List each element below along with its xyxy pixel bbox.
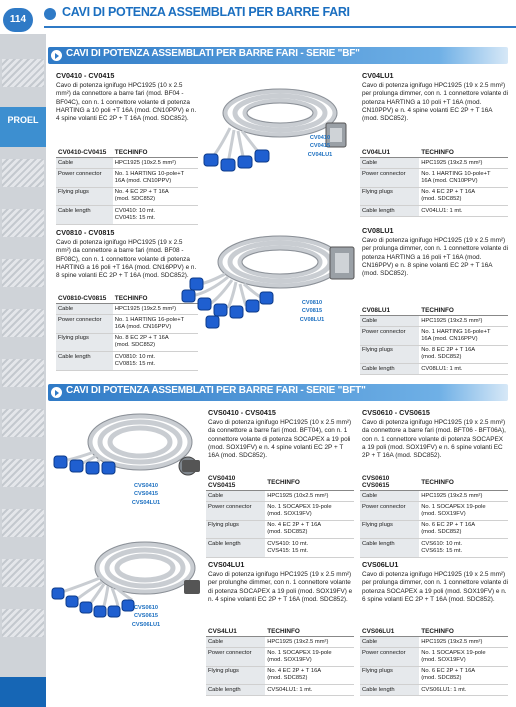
play-arrow-icon — [51, 50, 62, 61]
table-title: CV08LU1 — [360, 306, 419, 316]
section-bar-bft — [48, 384, 508, 401]
row-value: No. 1 SOCAPEX 19-pole (mod. SOX19FV) — [419, 648, 508, 666]
row-value: CVS06LU1: 1 mt. — [419, 685, 508, 696]
product-code: CVS06LU1 — [362, 560, 399, 569]
row-label: Cable — [56, 158, 113, 169]
row-value: HPC1925 (19x2.5 mm²) — [419, 491, 508, 502]
caption-line: CV0410 — [309, 135, 331, 141]
product-code: CVS0610 - CVS0615 — [362, 408, 430, 417]
strip-footer — [0, 677, 46, 707]
table-header: TECHINFO — [113, 294, 198, 304]
strip-tile — [2, 159, 44, 187]
product-description: Cavo di potenza ignifugo HPC1925 (19 x 2.5 mm²) da connettore a barre fari (mod. BF08 - BF08C), con n. 1 connettore volante di potenza HARTING a 16 poli +T 16A (mod. CN16PPV) e n. 8 spine volanti EC 2P + T 16A (mod. SDC852). — [56, 239, 197, 280]
image-caption — [126, 482, 166, 507]
row-value: No. 6 EC 2P + T 16A (mod. SDC852) — [419, 520, 508, 538]
row-label: Power connector — [360, 502, 419, 520]
row-value: CV0410: 10 mt. CV0415: 15 mt. — [113, 206, 198, 224]
cable-image-cv08 — [180, 222, 360, 337]
product-description: Cavo di potenza ignifugo HPC1925 (10 x 2.5 mm²) da connettore a barre fari (mod. BF04 - BF04C), con n. 1 connettore volante di potenza HARTING a 10 poli +T 16A (mod. CN10PPV) e n. 4 spine volanti EC 2P + T 16A (mod. SDC852). — [56, 82, 197, 123]
row-label: Cable length — [56, 206, 113, 224]
row-value: HPC1925 (19x2.5 mm²) — [419, 637, 508, 648]
row-label: Cable length — [360, 685, 419, 696]
row-value: HPC1925 (19x2.5 mm²) — [419, 158, 508, 169]
spec-table — [56, 148, 198, 225]
spec-table — [360, 306, 508, 375]
row-value: No. 8 EC 2P + T 16A (mod. SDC852) — [113, 333, 198, 351]
play-arrow-icon — [51, 387, 62, 398]
table-title: CV0810-CV0815 — [56, 294, 113, 304]
caption-line: CV04LU1 — [307, 151, 333, 158]
table-title: CVS0610 CVS0615 — [360, 474, 419, 491]
product-cv0810 — [56, 228, 198, 281]
strip-tile — [2, 209, 44, 237]
table-title: CVS06LU1 — [360, 627, 419, 637]
row-label: Power connector — [206, 648, 265, 666]
row-label: Cable — [56, 304, 113, 315]
strip-tile — [2, 559, 44, 587]
row-value: CVS410: 10 mt. CVS415: 15 mt. — [265, 539, 354, 557]
spec-table — [206, 627, 354, 696]
row-label: Power connector — [360, 327, 419, 345]
table-title: CV0410-CV0415 — [56, 148, 113, 158]
header-rule — [44, 26, 516, 28]
product-cv0410 — [56, 71, 198, 124]
row-label: Cable — [360, 158, 419, 169]
caption-line: CV0810 — [301, 300, 323, 306]
row-label: Cable length — [360, 539, 419, 557]
row-value: No. 1 HARTING 16-pole+T 16A (mod. CN16PPV) — [419, 327, 508, 345]
strip-tile — [2, 259, 44, 287]
row-value: No. 6 EC 2P + T 16A (mod. SDC852) — [419, 666, 508, 684]
product-cv04lu1 — [362, 71, 508, 124]
side-strip — [0, 34, 46, 707]
strip-tile — [2, 509, 44, 537]
row-value: CVS610: 10 mt. CVS615: 15 mt. — [419, 539, 508, 557]
row-value: CV04LU1: 1 mt. — [419, 206, 508, 217]
image-caption — [300, 134, 340, 159]
row-label: Flying plugs — [56, 333, 113, 351]
caption-line: CVS06LU1 — [131, 621, 161, 628]
row-label: Cable length — [360, 206, 419, 217]
product-description: Cavo di potenza ignifugo HPC1925 (19 x 2.5 mm²) da connettore a barre fari (mod. BFT06 - BFT06A), con n. 1 connettore volante di potenza SOCAPEX a 19 poli (mod. SOX19FV) e n. 6 spine volanti EC 2P + T 16A (mod. SDC852). — [362, 419, 506, 460]
row-label: Cable — [206, 637, 265, 648]
row-label: Power connector — [206, 502, 265, 520]
product-code: CV08LU1 — [362, 226, 394, 235]
row-value: No. 1 HARTING 10-pole+T 16A (mod. CN10PPV) — [419, 169, 508, 187]
section-title: CAVI DI POTENZA ASSEMBLATI PER BARRE FARI - SERIE "BF" — [66, 48, 360, 59]
product-cvs0610 — [362, 408, 508, 461]
spec-table — [360, 474, 508, 558]
strip-tile — [2, 359, 44, 387]
table-header: TECHINFO — [419, 148, 508, 158]
row-value: CV0810: 10 mt. CV0815: 15 mt. — [113, 352, 198, 370]
page-title: CAVI DI POTENZA ASSEMBLATI PER BARRE FARI — [62, 5, 350, 19]
table-header: TECHINFO — [265, 627, 354, 637]
row-label: Cable length — [206, 685, 265, 696]
row-value: No. 1 SOCAPEX 19-pole (mod. SOX19FV) — [419, 502, 508, 520]
row-value: No. 1 SOCAPEX 19-pole (mod. SOX19FV) — [265, 648, 354, 666]
row-value: No. 8 EC 2P + T 16A (mod. SDC852) — [419, 345, 508, 363]
product-description: Cavo di potenza ignifugo HPC1925 (10 x 2.5 mm²) da connettore a barre fari (mod. BFT04), con n. 1 connettore volante di potenza SOCAPEX a 19 poli (mod. SOX19FV) e n. 4 spine volanti EC 2P + T 16A (mod. SDC852). — [208, 419, 352, 460]
table-header: TECHINFO — [419, 306, 508, 316]
row-label: Cable — [360, 316, 419, 327]
table-title: CVS0410 CVS0415 — [206, 474, 265, 491]
row-value: No. 1 SOCAPEX 19-pole (mod. SOX19FV) — [265, 502, 354, 520]
product-description: Cavo di potenza ignifugo HPC1925 (19 x 2.5 mm²) per prolunghe dimmer, con n. 1 connettore volante di potenza SOCAPEX a 19 poli (mod. SOX19FV) e n. 4 spine volanti EC 2P + T 16A (mod. SDC852). — [208, 571, 353, 603]
spec-table — [360, 148, 508, 217]
product-code: CV0410 - CV0415 — [56, 71, 115, 80]
table-title: CV04LU1 — [360, 148, 419, 158]
row-value: HPC1925 (19x2.5 mm²) — [419, 316, 508, 327]
caption-line: CVS04LU1 — [131, 499, 161, 506]
strip-tile — [2, 309, 44, 337]
row-value: CVS04LU1: 1 mt. — [265, 685, 354, 696]
row-value: No. 1 HARTING 16-pole+T 16A (mod. CN16PPV) — [113, 315, 198, 333]
table-header: TECHINFO — [419, 627, 508, 637]
caption-line: CVS0615 — [134, 613, 158, 620]
caption-line: CV0415 — [309, 143, 331, 150]
section-bar-bf — [48, 47, 508, 64]
product-cv08lu1 — [362, 226, 508, 279]
image-caption — [292, 299, 332, 324]
row-label: Power connector — [360, 648, 419, 666]
table-header: TECHINFO — [419, 474, 508, 491]
spec-table — [56, 294, 198, 371]
strip-tile — [2, 459, 44, 487]
product-code: CVS0410 - CVS0415 — [208, 408, 276, 417]
table-header: TECHINFO — [113, 148, 198, 158]
strip-tile — [2, 59, 44, 87]
row-label: Cable length — [206, 539, 265, 557]
row-label: Cable — [360, 491, 419, 502]
product-code: CV0810 - CV0815 — [56, 228, 115, 237]
cable-image-cvs04 — [50, 402, 202, 494]
caption-line: CVS0410 — [134, 483, 158, 489]
product-description: Cavo di potenza ignifugo HPC1925 (19 x 2.5 mm²) per prolunga dimmer, con n. 1 connettore volante di potenza HARTING a 16 poli +T 16A (mod. CN16PPV) e n. 8 spine volanti EC 2P + T 16A (mod. SDC852). — [362, 237, 509, 278]
row-value: No. 4 EC 2P + T 16A (mod. SDC852) — [265, 520, 354, 538]
row-label: Flying plugs — [360, 187, 419, 205]
product-cvs04lu1 — [208, 560, 353, 604]
row-value: HPC1925 (10x2.5 mm²) — [113, 158, 198, 169]
page-number: 114 — [3, 8, 33, 32]
row-label: Cable length — [56, 352, 113, 370]
row-label: Cable — [360, 637, 419, 648]
product-code: CV04LU1 — [362, 71, 394, 80]
row-value: No. 1 HARTING 10-pole+T 16A (mod. CN10PPV) — [113, 169, 198, 187]
spec-table — [360, 627, 508, 696]
row-value: HPC1925 (10x2.5 mm²) — [265, 491, 354, 502]
row-value: No. 4 EC 2P + T 16A (mod. SDC852) — [113, 187, 198, 205]
caption-line: CV08LU1 — [299, 316, 325, 323]
image-caption — [126, 604, 166, 629]
row-label: Flying plugs — [206, 666, 265, 684]
product-description: Cavo di potenza ignifugo HPC1925 (19 x 2.5 mm²) per prolunga dimmer, con n. 1 connettore volante di potenza HARTING a 10 poli +T 16A (mod. CN10PPV) e n. 4 spine volanti EC 2P + T 16A (mod. SDC852). — [362, 82, 509, 123]
product-cvs0410 — [208, 408, 353, 461]
row-label: Power connector — [360, 169, 419, 187]
product-cvs06lu1 — [362, 560, 508, 604]
row-value: HPC1925 (19x2.5 mm²) — [113, 304, 198, 315]
table-header: TECHINFO — [265, 474, 354, 491]
row-value: No. 4 EC 2P + T 16A (mod. SDC852) — [265, 666, 354, 684]
row-value: HPC1925 (19x2.5 mm²) — [265, 637, 354, 648]
row-label: Cable length — [360, 364, 419, 375]
row-label: Flying plugs — [206, 520, 265, 538]
caption-line: CVS0610 — [134, 605, 158, 611]
row-label: Flying plugs — [360, 520, 419, 538]
row-value: CV08LU1: 1 mt. — [419, 364, 508, 375]
product-description: Cavo di potenza ignifugo HPC1925 (19 x 2.5 mm²) per prolunga dimmer, con n. 1 connettore volante di potenza SOCAPEX a 19 poli (mod. SOX19FV) e n. 6 spine volanti EC 2P + T 16A (mod. SDC852). — [362, 571, 509, 603]
spec-table — [206, 474, 354, 558]
strip-tile — [2, 409, 44, 437]
row-label: Flying plugs — [360, 345, 419, 363]
row-label: Cable — [206, 491, 265, 502]
product-code: CVS04LU1 — [208, 560, 245, 569]
cable-image-cv04 — [200, 68, 358, 176]
row-label: Power connector — [56, 315, 113, 333]
row-value: No. 4 EC 2P + T 16A (mod. SDC852) — [419, 187, 508, 205]
strip-tile — [2, 609, 44, 637]
row-label: Flying plugs — [56, 187, 113, 205]
caption-line: CVS0415 — [134, 491, 158, 498]
section-title: CAVI DI POTENZA ASSEMBLATI PER BARRE FARI - SERIE "BFT" — [66, 385, 366, 396]
row-label: Flying plugs — [360, 666, 419, 684]
row-label: Power connector — [56, 169, 113, 187]
title-bullet-icon — [44, 8, 56, 20]
table-title: CVS4LU1 — [206, 627, 265, 637]
brand-logo: PROEL — [0, 107, 46, 147]
caption-line: CV0815 — [301, 308, 323, 315]
